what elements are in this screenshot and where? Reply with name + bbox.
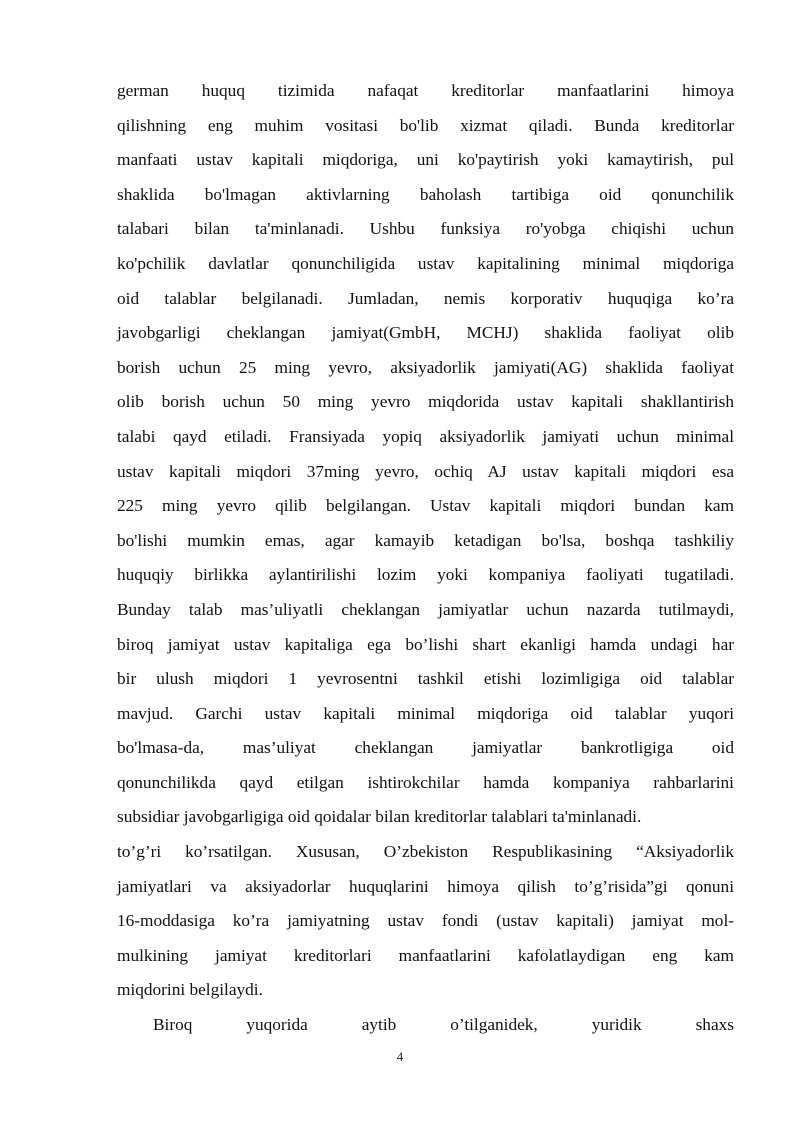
text-line: mulkining jamiyat kreditorlari manfaatlarini kafolatlaydigan eng kam (117, 945, 734, 965)
page-number: 4 (396, 1049, 404, 1064)
text-line: mavjud. Garchi ustav kapitali minimal miqdoriga oid talablar yuqori (117, 703, 734, 723)
text-line: huquqiy birlikka aylantirilishi lozim yoki kompaniya faoliyati tugatiladi. (117, 565, 734, 585)
text-line: talabari bilan ta'minlanadi. Ushbu funksiya ro'yobga chiqishi uchun (117, 219, 734, 239)
text-line: shaklida bo'lmagan aktivlarning baholash tartibiga oid qonunchilik (117, 184, 734, 204)
text-line: biroq jamiyat ustav kapitaliga ega bo’lishi shart ekanligi hamda undagi har (117, 634, 734, 654)
text-line: bo'lmasa-da, mas’uliyat cheklangan jamiyatlar bankrotligiga oid (117, 738, 734, 758)
text-line: 16-moddasiga ko’ra jamiyatning ustav fondi (ustav kapitali) jamiyat mol- (117, 911, 734, 931)
text-line: to’g’ri ko’rsatilgan. Xususan, O’zbekiston Respublikasining “Aksiyadorlik (117, 842, 734, 862)
text-line: olib borish uchun 50 ming yevro miqdorida ustav kapitali shakllantirish (117, 392, 734, 412)
text-line: german huquq tizimida nafaqat kreditorlar manfaatlarini himoya (117, 81, 734, 100)
text-line: ko'pchilik davlatlar qonunchiligida ustav kapitalining minimal miqdoriga (117, 253, 734, 273)
text-line: borish uchun 25 ming yevro, aksiyadorlik jamiyati(AG) shaklida faoliyat (117, 357, 734, 377)
text-line: manfaati ustav kapitali miqdoriga, uni ko'paytirish yoki kamaytirish, pul (117, 150, 734, 170)
text-line: qonunchilikda qayd etilgan ishtirokchilar hamda kompaniya rahbarlarini (117, 772, 734, 792)
text-line: 225 ming yevro qilib belgilangan. Ustav kapitali miqdori bundan kam (117, 496, 734, 516)
text-line: oid talablar belgilanadi. Jumladan, nemis korporativ huquqiga ko’ra (117, 288, 734, 308)
text-line: qilishning eng muhim vositasi bo'lib xizmat qiladi. Bunda kreditorlar (117, 115, 734, 135)
text-line: Biroq yuqorida aytib o’tilganidek, yuridik shaxs (153, 1015, 734, 1035)
document-page (117, 74, 734, 1043)
text-line: jamiyatlari va aksiyadorlar huquqlarini himoya qilish to’g’risida”gi qonuni (117, 876, 734, 896)
text-line: ustav kapitali miqdori 37ming yevro, ochiq AJ ustav kapitali miqdori esa (117, 461, 734, 481)
text-line: bo'lishi mumkin emas, agar kamayib ketadigan bo'lsa, boshqa tashkiliy (117, 530, 734, 550)
text-line: miqdorini belgilaydi. (117, 980, 263, 1000)
text-line: subsidiar javobgarligiga oid qoidalar bilan kreditorlar talablari ta'minlanadi. (117, 807, 642, 827)
text-line: Bunday talab mas’uliyatli cheklangan jamiyatlar uchun nazarda tutilmaydi, (117, 599, 734, 619)
text-line: javobgarligi cheklangan jamiyat(GmbH, MCHJ) shaklida faoliyat olib (117, 323, 734, 343)
text-line: talabi qayd etiladi. Fransiyada yopiq aksiyadorlik jamiyati uchun minimal (117, 426, 734, 446)
text-line: bir ulush miqdori 1 yevrosentni tashkil etishi lozimligiga oid talablar (117, 669, 734, 689)
